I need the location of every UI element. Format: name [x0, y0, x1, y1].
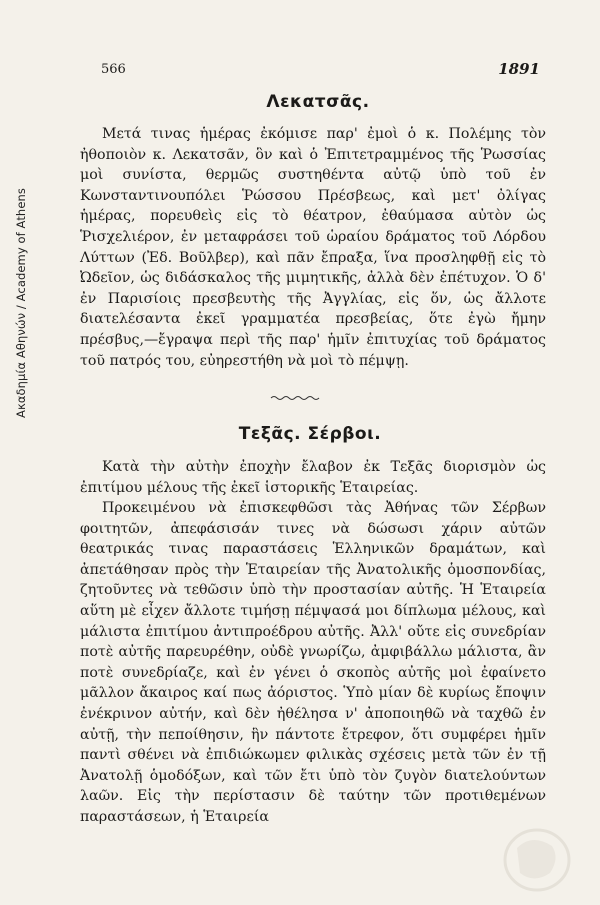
section-body-lekatsas	[80, 124, 546, 371]
section-body-texas	[80, 457, 546, 498]
section-body-serbs	[80, 498, 546, 828]
section-heading-texas-serbs: Τεξᾶς. Σέρβοι.	[238, 424, 382, 444]
page-year: 1891	[498, 60, 540, 78]
paragraph: Κατὰ τὴν αὐτὴν ἐποχὴν ἔλαβον ἐκ Τεξᾶς διορισμὸν ὡς ἐπιτίμου μέλους τῆς ἐκεῖ ἱστορικῆς Ἑταιρείας.	[80, 459, 546, 496]
section-heading-lekatsas: Λεκατσᾶς.	[266, 92, 370, 112]
section-divider-ornament	[270, 394, 322, 402]
paragraph: Μετά τινας ἡμέρας ἐκόμισε παρ' ἐμοὶ ὁ κ. Πολέμης τὸν ἠθοποιὸν κ. Λεκατσᾶν, ὃν καὶ ὁ Ἐπιτετραμμένος τῆς Ῥωσσίας μοὶ συνίστα, θερμῶς συστηθέντα αὐτῷ ὑπὸ τοῦ ἐν Κωνσταντινουπόλει Ῥώσσου Πρέσβεως, καὶ μετ' ὀλίγας ἡμέρας, πορευθεὶς εἰς τὸ θέατρον, ἐθαύμασα αὐτὸν ὡς Ῥισχελιέρον, ἐν μεταφράσει τοῦ ὡραίου δράματος τοῦ Λόρδου Λύττων (Ἐδ. Βοῦλβερ), καὶ πᾶν ἔπραξα, ἵνα προσληφθῇ εἰς τὸ Ὠδεῖον, ὡς διδάσκαλος τῆς μιμητικῆς, ἀλλὰ δὲν ἐπέτυχον. Ὁ δ' ἐν Παρισίοις πρεσβευτὴς τῆς Ἀγγλίας, εἰς ὅν, ὡς ἄλλοτε διατελέσαντα ἐκεῖ γραμματέα πρεσβείας, ὅτε ἐγὼ ἤμην πρέσβυς,—ἔγραψα περὶ τῆς παρ' ἡμῖν ἐπιτυχίας τοῦ δράματος τοῦ πατρός του, εὐηρεστήθη νὰ μοὶ τὸ πέμψῃ.	[80, 126, 546, 369]
archive-side-label: Ακαδημία Αθηνών / Academy of Athens	[14, 188, 28, 418]
paragraph: Προκειμένου νὰ ἐπισκεφθῶσι τὰς Ἀθήνας τῶν Σέρβων φοιτητῶν, ἀπεφάσισάν τινες νὰ δώσωσι χάριν αὐτῶν θεατρικάς τινας παραστάσεις Ἑλληνικῶν δραμάτων, καὶ ἀπετάθησαν πρὸς τὴν Ἑταιρείαν τῆς Ἀνατολικῆς ὁμοσπονδίας, ζητοῦντες νὰ τεθῶσιν ὑπὸ τὴν προστασίαν αὐτῆς. Ἡ Ἑταιρεία αὕτη μὲ εἶχεν ἄλλοτε τιμήσῃ πέμψασά μοι δίπλωμα μέλους, καὶ μάλιστα ἐπιτίμου ἀντιπροέδρου αὐτῆς. Ἀλλ' οὔτε εἰς συνεδρίαν ποτὲ αὐτῆς παρευρέθην, οὐδὲ γνωρίζω, ἀμφιβάλλω μάλιστα, ἂν ποτὲ συνεδρίαζε, καὶ ἐν γένει ὁ σκοπὸς αὐτῆς μοὶ ἐφαίνετο μᾶλλον ἄκαιρος καί πως ἀόριστος. Ὑπὸ μίαν δὲ κυρίως ἔποψιν ἐνέκρινον αὐτήν, καὶ δὲν ἠθέλησα ν' ἀποποιηθῶ νὰ ταχθῶ ἐν αὐτῇ, τὴν πεποίθησιν, ἣν πάντοτε ἔτρεφον, ὅτι συμφέρει ἡμῖν παντὶ σθένει νὰ ἐπιδιώκωμεν φιλικὰς σχέσεις μετὰ τῶν ἐν τῇ Ἀνατολῇ ὁμοδόξων, καὶ τῶν ἔτι ὑπὸ τὸν ζυγὸν διατελούντων λαῶν. Εἰς τὴν περίστασιν δὲ ταύτην τῶν προτιθεμένων παραστάσεων, ἡ Ἑταιρεία	[80, 500, 546, 825]
page-number: 566	[101, 62, 126, 77]
academy-watermark-icon	[462, 818, 582, 898]
